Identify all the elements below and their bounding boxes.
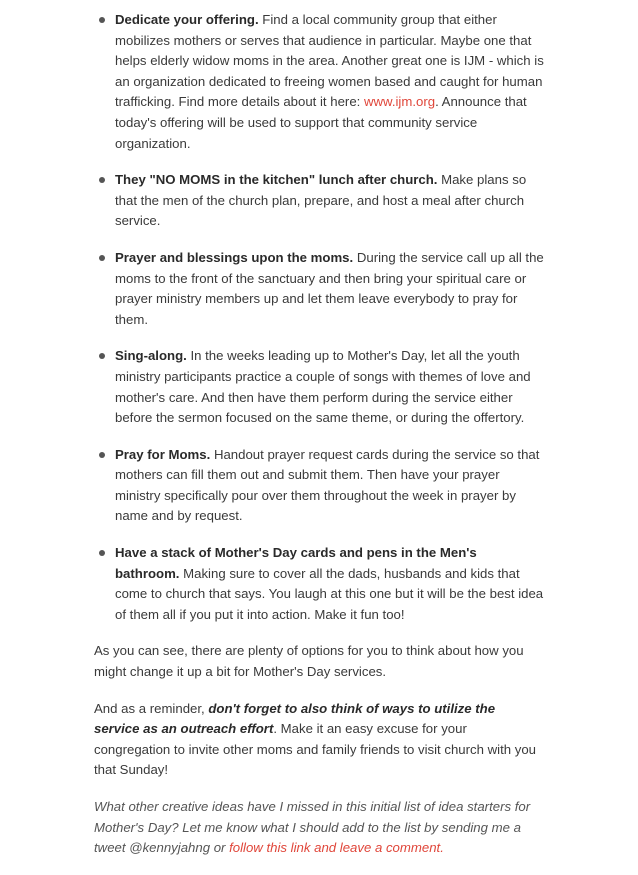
item-text: In the weeks leading up to Mother's Day, let all the youth ministry participants practice a couple of songs with themes of love and mother's care. And then have them perform during the service either before the sermon focused on the same theme, or during the offertory. [115,348,531,426]
item-text: Find a local community group that either mobilizes mothers or serves that audience in particular. Maybe one that helps elderly widow moms in the area. Another great one is IJM - which is an organization dedicated to freeing women based and caught for human trafficking. Find more details about it here: [115,12,544,110]
item-lead: Prayer and blessings upon the moms. [115,249,354,265]
bullet-icon [99,452,105,458]
reminder-paragraph [94,699,544,781]
item-lead: They "NO MOMS in the kitchen" lunch after church. [115,172,438,188]
bullet-icon [99,550,105,556]
item-lead: Dedicate your offering. [115,12,259,27]
list-item-no-moms-lunch [94,170,544,232]
bullet-icon [99,255,105,261]
item-text: Make plans so that the men of the church plan, prepare, and host a meal after church service. [115,172,527,229]
item-text: Making sure to cover all the dads, husbands and kids that come to church that says. You laugh at this one but it will be the best idea of them all if you put it into action. Make it fun too! [115,565,544,622]
list-item-dedicate-offering [94,10,544,154]
closing-text: What other creative ideas have I missed in this initial list of idea starters for Mother's Day? Let me know what I should add to the list by sending me a tweet @kennyjahng or [94,799,531,856]
item-text: During the service call up all the moms to the front of the sanctuary and then bring your spiritual care or prayer ministry members up and let them leave everybody to pray for them. [115,249,544,327]
options-paragraph: As you can see, there are plenty of options for you to think about how you might change it up a bit for Mother's Day services. [94,643,524,680]
comment-link[interactable]: follow this link and leave a comment. [229,840,444,856]
ijm-link[interactable]: www.ijm.org [363,94,436,110]
bullet-icon [99,353,105,359]
item-lead: Pray for Moms. [115,446,211,462]
document-page [94,10,544,875]
item-text-continued: . Announce that today's offering will be used to support that community service organization. [115,94,527,151]
list-item-prayer-blessings [94,248,544,330]
reminder-suffix: . Make it an easy excuse for your congregation to invite other moms and family friends to visit church with you that Sunday! [94,721,536,778]
reminder-emphasis: don't forget to also think of ways to utilize the service as an outreach effort [94,700,496,737]
reminder-prefix: And as a reminder, [94,700,209,716]
item-lead: Sing-along. [115,348,187,364]
closing-paragraph [94,797,544,859]
list-item-sing-along [94,346,544,428]
list-item-cards-bathroom [94,543,544,625]
list-item-pray-for-moms [94,445,544,527]
idea-list [94,10,544,625]
item-lead: Have a stack of Mother's Day cards and pens in the Men's bathroom. [115,545,477,581]
bullet-icon [99,177,105,183]
item-text: Handout prayer request cards during the service so that mothers can fill them out and submit them. Then have your prayer ministry specifically pour over them throughout the week in prayer by name and by request. [115,446,540,524]
bullet-icon [99,17,105,23]
